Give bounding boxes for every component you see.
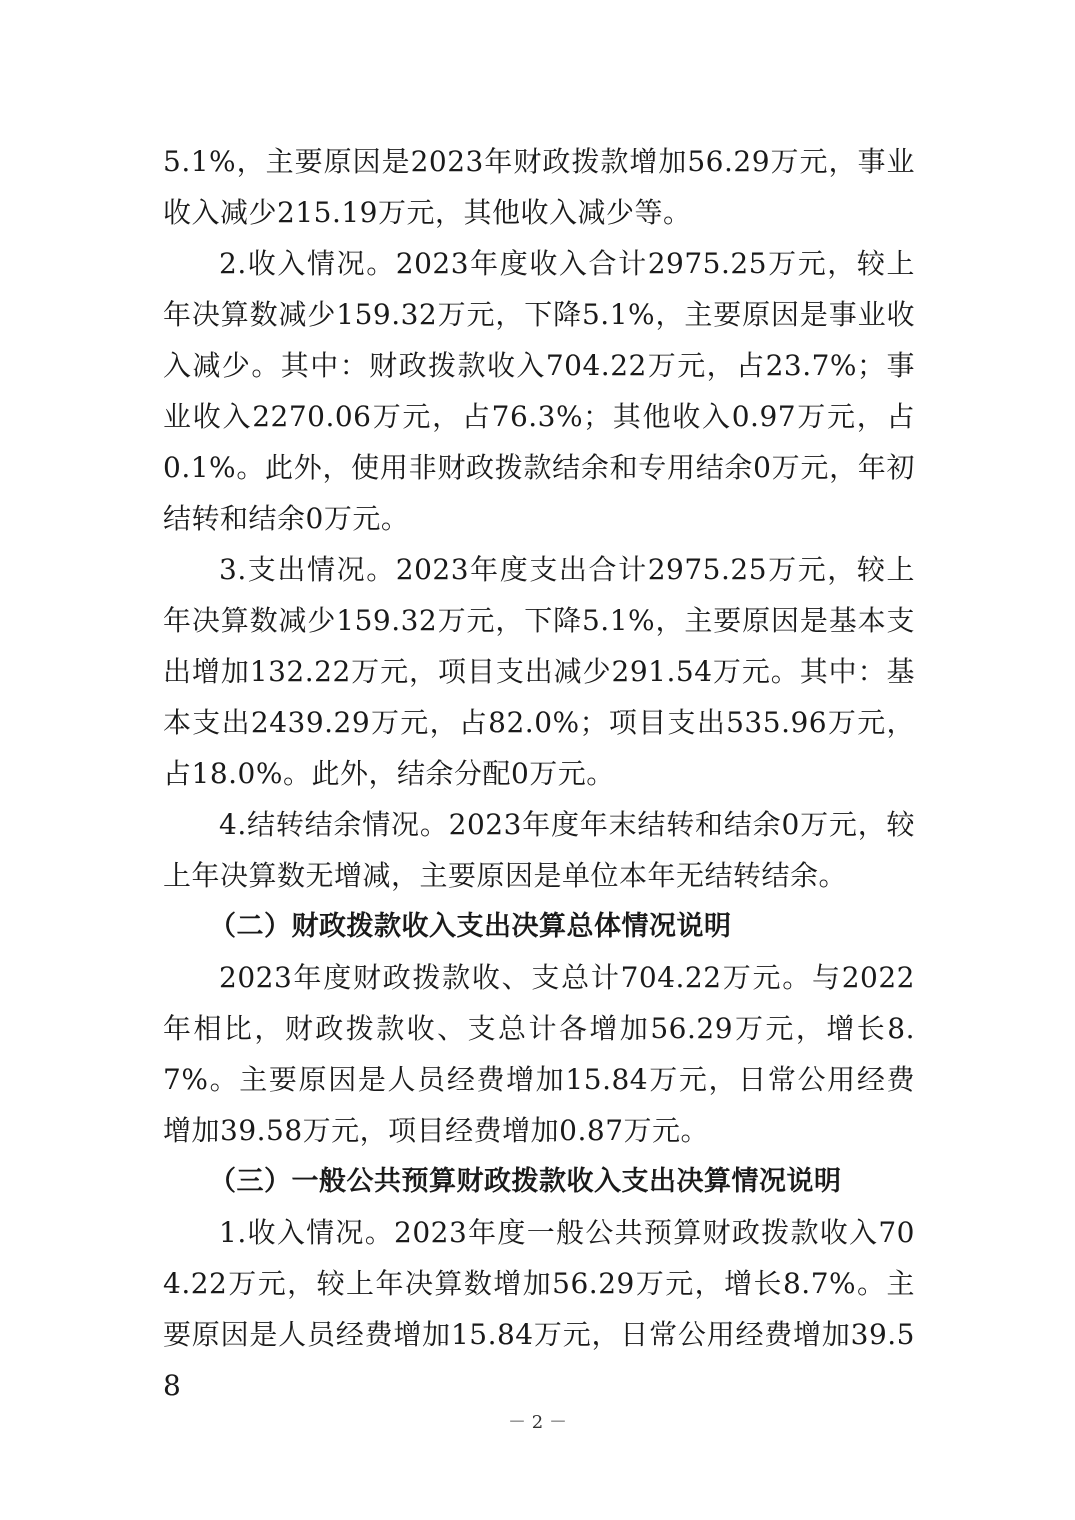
paragraph-income-situation: 2.收入情况。2023年度收入合计2975.25万元，较上年决算数减少159.32万元，下降5.1%，主要原因是事业收入减少。其中：财政拨款收入704.22万元，占23.7%；事业收入2270.06万元，占76.3%；其他收入0.97万元，占0.1%。此外，使用非财政拨款结余和专用结余0万元，年初结转和结余0万元。 bbox=[163, 247, 915, 535]
section-heading-fiscal-appropriation-overall: （二）财政拨款收入支出决算总体情况说明 bbox=[209, 911, 732, 942]
paragraph-general-budget-income: 1.收入情况。2023年度一般公共预算财政拨款收入704.22万元，较上年决算数增加56.29万元，增长8.7%。主要原因是人员经费增加15.84万元，日常公用经费增加39.58 bbox=[163, 1216, 915, 1402]
paragraph-carryover-balance: 4.结转结余情况。2023年度年末结转和结余0万元，较上年决算数无增减，主要原因是单位本年无结转结余。 bbox=[163, 808, 915, 892]
paragraph-fiscal-appropriation-overall: 2023年度财政拨款收、支总计704.22万元。与2022年相比，财政拨款收、支总计各增加56.29万元，增长8.7%。主要原因是人员经费增加15.84万元，日常公用经费增加39.58万元，项目经费增加0.87万元。 bbox=[163, 961, 915, 1147]
section-heading-general-public-budget: （三）一般公共预算财政拨款收入支出决算情况说明 bbox=[209, 1166, 842, 1197]
paragraph-expenditure-situation: 3.支出情况。2023年度支出合计2975.25万元，较上年决算数减少159.32万元，下降5.1%，主要原因是基本支出增加132.22万元，项目支出减少291.54万元。其中：基本支出2439.29万元，占82.0%；项目支出535.96万元，占18.0%。此外，结余分配0万元。 bbox=[163, 553, 915, 790]
page-number: － 2 － bbox=[508, 1412, 567, 1433]
document-body bbox=[163, 136, 915, 1411]
paragraph-income-reason-continued: 5.1%，主要原因是2023年财政拨款增加56.29万元，事业收入减少215.19万元，其他收入减少等。 bbox=[163, 145, 915, 229]
